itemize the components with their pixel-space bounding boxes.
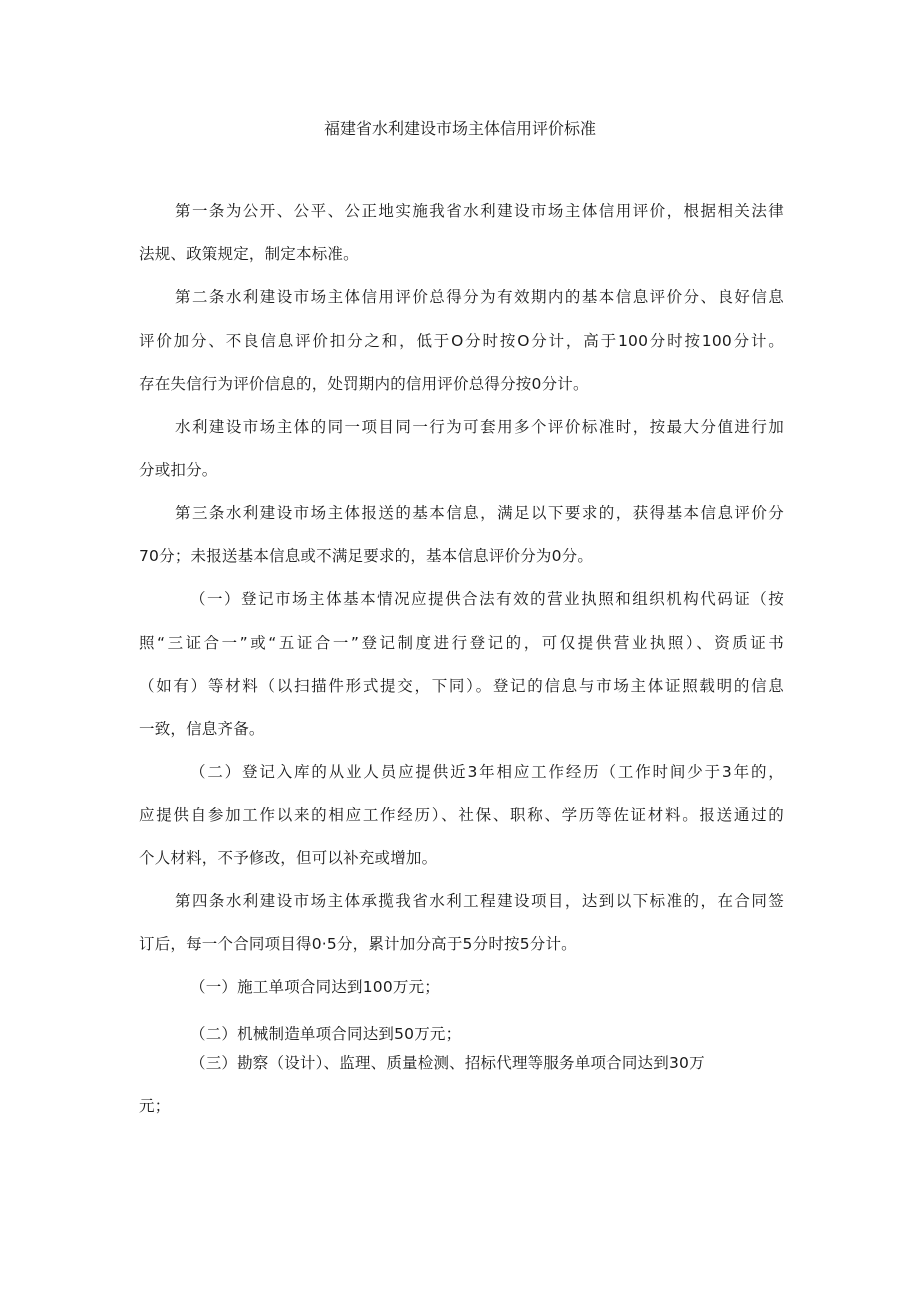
text-line: （三）勘察（设计）、监理、质量检测、招标代理等服务单项合同达到30万 [190, 1054, 705, 1072]
text-line: 第四条水利建设市场主体承揽我省水利工程建设项目，达到以下标准的，在合同签 [175, 892, 784, 910]
text-line: （二）登记入库的从业人员应提供近3年相应工作经历（工作时间少于3年的， [190, 763, 784, 781]
text-line: 一致，信息齐备。 [139, 720, 265, 738]
text-line: 订后，每一个合同项目得0·5分，累计加分高于5分时按5分计。 [139, 935, 577, 953]
text-line: （一）登记市场主体基本情况应提供合法有效的营业执照和组织机构代码证（按 [190, 590, 784, 608]
text-line: 分或扣分。 [139, 461, 218, 479]
text-line: 个人材料，不予修改，但可以补充或增加。 [139, 849, 438, 867]
document-title: 福建省水利建设市场主体信用评价标准 [323, 119, 596, 138]
text-line: 照“三证合一”或“五证合一”登记制度进行登记的，可仅提供营业执照）、资质证书 [139, 634, 784, 652]
text-line: 存在失信行为评价信息的，处罚期内的信用评价总得分按0分计。 [139, 375, 589, 393]
text-line: 70分；未报送基本信息或不满足要求的，基本信息评价分为0分。 [139, 547, 594, 565]
text-line: 第一条为公开、公平、公正地实施我省水利建设市场主体信用评价，根据相关法律 [175, 202, 784, 220]
text-line: （如有）等材料（以扫描件形式提交，下同）。登记的信息与市场主体证照载明的信息 [139, 677, 784, 695]
text-line: 应提供自参加工作以来的相应工作经历）、社保、职称、学历等佐证材料。报送通过的 [139, 806, 784, 824]
text-line: 元； [139, 1097, 171, 1115]
text-line: 评价加分、不良信息评价扣分之和，低于O分时按O分计，高于100分时按100分计。 [139, 332, 784, 350]
text-line: 第三条水利建设市场主体报送的基本信息，满足以下要求的，获得基本信息评价分 [175, 504, 784, 522]
text-line: （二）机械制造单项合同达到50万元； [190, 1025, 462, 1043]
text-line: 法规、政策规定，制定本标准。 [139, 245, 359, 263]
text-line: （一）施工单项合同达到100万元； [190, 978, 440, 996]
text-line: 水利建设市场主体的同一项目同一行为可套用多个评价标准时，按最大分值进行加 [175, 418, 784, 436]
text-line: 第二条水利建设市场主体信用评价总得分为有效期内的基本信息评价分、良好信息 [175, 288, 784, 306]
